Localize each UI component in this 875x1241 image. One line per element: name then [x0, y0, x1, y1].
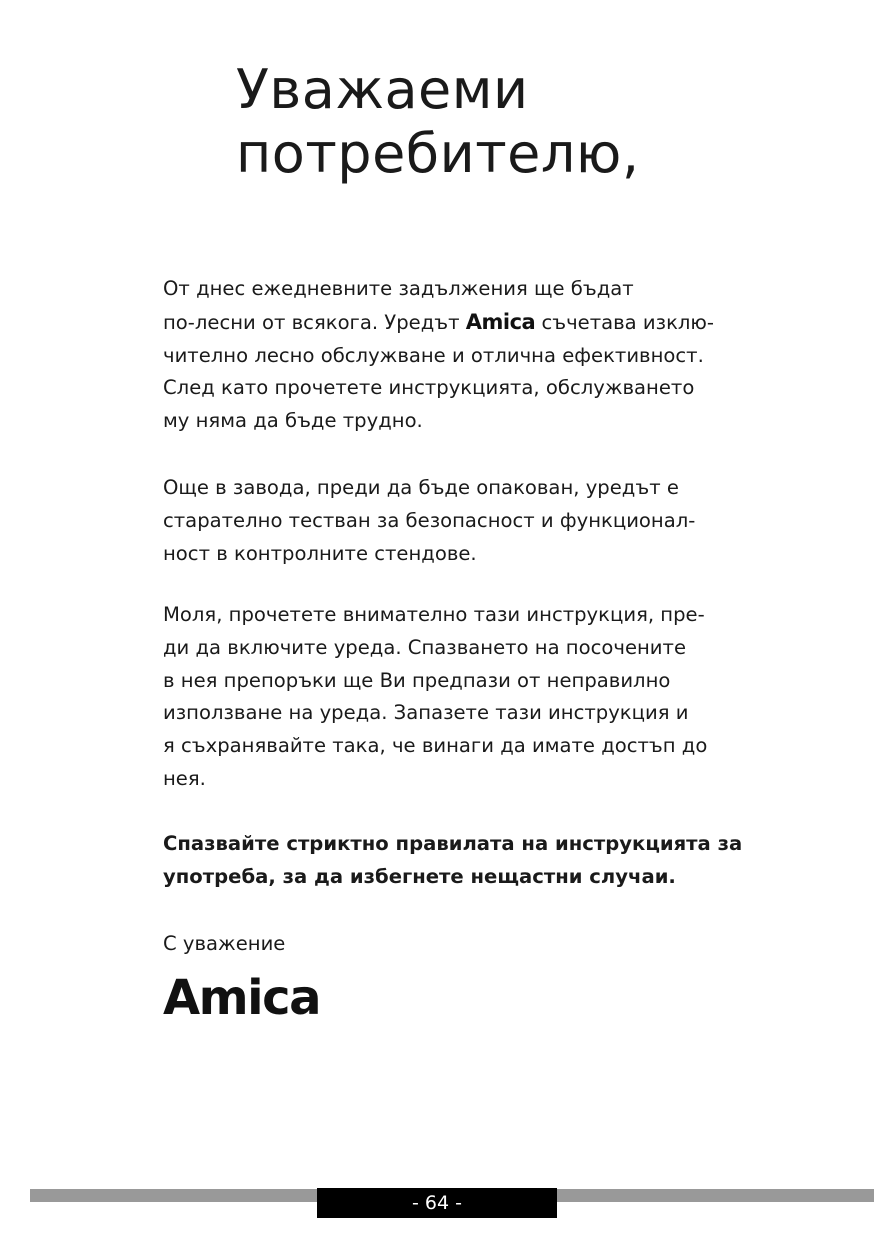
paragraph-line: му няма да бъде трудно.: [163, 409, 423, 433]
title-line-1: Уважаеми: [236, 58, 529, 121]
text-segment: съчетава изклю-: [535, 310, 714, 334]
paragraph-line: Моля, прочетете внимателно тази инструкция, пре-: [163, 603, 705, 626]
paragraph-line: След като прочетете инструкцията, обслужването: [163, 376, 695, 400]
paragraph-line: Още в завода, преди да бъде опакован, уредът е: [163, 476, 679, 499]
paragraph-testing: [163, 472, 733, 570]
paragraph-warning: [163, 828, 743, 894]
paragraph-read-instructions: [163, 599, 733, 796]
text-segment: по-лесни от всякога. Уредът: [163, 310, 466, 334]
paragraph-line: нея.: [163, 766, 206, 790]
paragraph-line: ност в контролните стендове.: [163, 541, 477, 565]
page-number: - 64 -: [317, 1188, 557, 1218]
paragraph-line: чително лесно обслужване и отлична ефективност.: [163, 343, 704, 367]
paragraph-line: ди да включите уреда. Спазването на посочените: [163, 635, 687, 659]
paragraph-intro: [163, 273, 733, 438]
paragraph-line: От днес ежедневните задължения ще бъдат: [163, 277, 634, 300]
paragraph-line: я съхранявайте така, че винаги да имате достъп до: [163, 734, 708, 758]
paragraph-line: Спазвайте стриктно правилата на инструкцията за: [163, 832, 743, 855]
closing-text: С уважение: [163, 932, 286, 955]
title-line-2: потребителю,: [236, 122, 640, 185]
paragraph-line: старателно тестван за безопасност и функционал-: [163, 508, 696, 532]
paragraph-line: [163, 306, 733, 340]
paragraph-line: в нея препоръки ще Ви предпази от неправилно: [163, 668, 671, 692]
paragraph-line: употреба, за да избегнете нещастни случаи.: [163, 864, 676, 888]
page-title: [236, 58, 640, 186]
brand-inline-logo: Amica: [465, 309, 536, 334]
paragraph-line: използване на уреда. Запазете тази инструкция и: [163, 701, 689, 725]
amica-logo: Amica: [163, 970, 320, 1026]
